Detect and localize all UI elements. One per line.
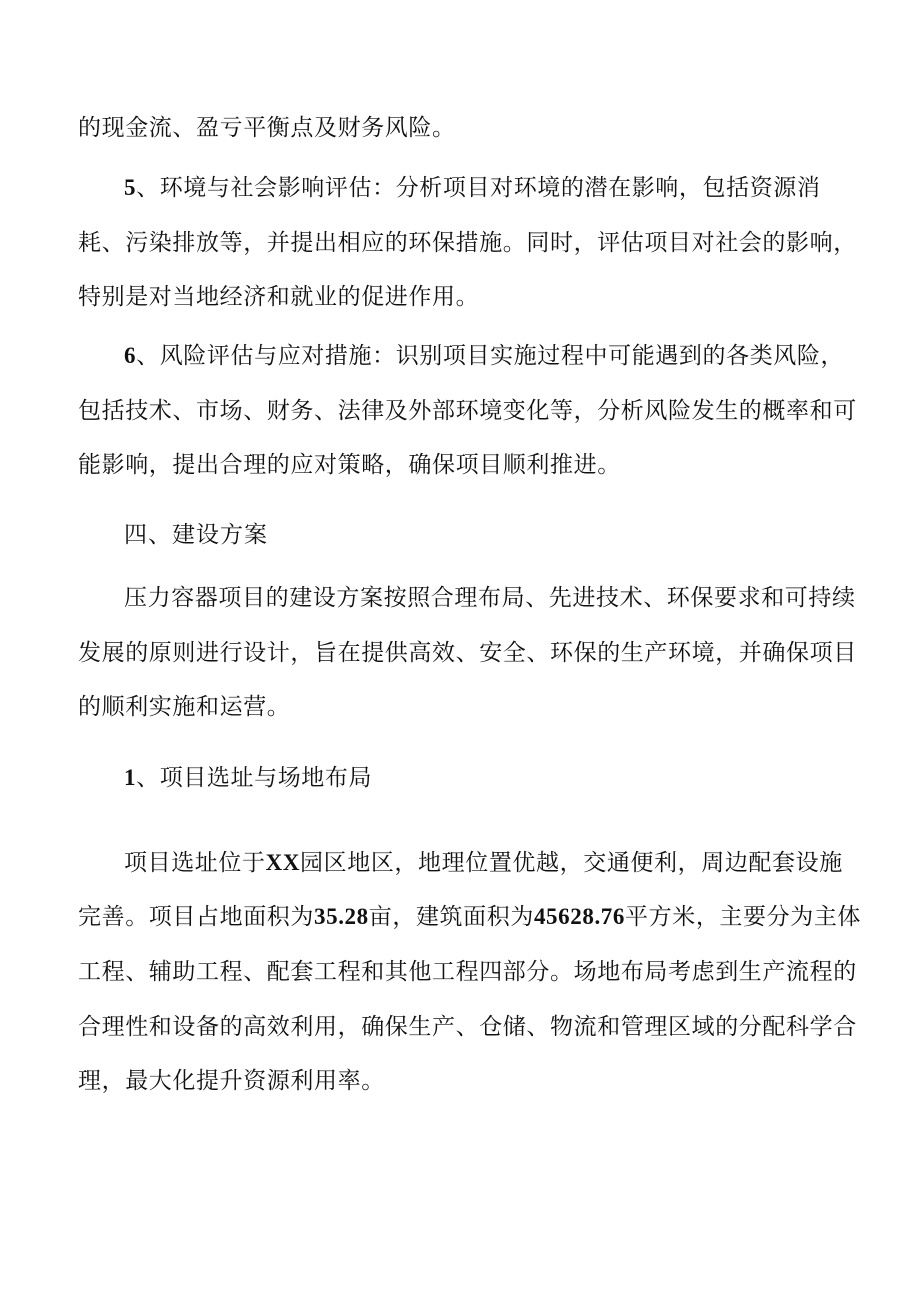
text-fragment: 、风险评估与应对措施：识别项目实施过程中可能遇到的各类风险， xyxy=(136,343,845,369)
text-fragment: 包括技术、市场、财务、法律及外部环境变化等，分析风险发生的概率和可 xyxy=(78,398,857,424)
text-fragment: 的现金流、盈亏平衡点及财务风险。 xyxy=(78,115,456,141)
site-line-5 xyxy=(78,1066,385,1096)
text-fragment: 合理性和设备的高效利用，确保生产、仓储、物流和管理区域的分配科学合 xyxy=(78,1014,857,1040)
text-fragment: 压力容器项目的建设方案按照合理布局、先进技术、环保要求和可持续 xyxy=(124,585,856,611)
item-6-line-3 xyxy=(78,450,621,480)
location-code: XX xyxy=(265,850,301,875)
text-fragment: 特别是对当地经济和就业的促进作用。 xyxy=(78,284,480,310)
intro-line-2 xyxy=(78,638,857,668)
item-number: 5 xyxy=(124,175,137,200)
item-number: 6 xyxy=(124,343,137,368)
site-line-2 xyxy=(78,902,861,932)
land-area-value: 35.28 xyxy=(314,904,369,929)
text-fragment: 亩，建筑面积为 xyxy=(368,904,534,930)
subsection-number: 1 xyxy=(124,765,137,790)
subsection-heading xyxy=(124,763,372,793)
site-line-4 xyxy=(78,1012,857,1042)
text-fragment: 园区地区，地理位置优越，交通便利，周边配套设施 xyxy=(300,850,843,876)
site-line-3 xyxy=(78,957,857,987)
text-fragment: 能影响，提出合理的应对策略，确保项目顺利推进。 xyxy=(78,452,621,478)
item-5-line-2 xyxy=(78,228,857,258)
building-area-value: 45628.76 xyxy=(533,904,626,929)
item-5-line-1 xyxy=(124,173,821,203)
text-fragment: 的顺利实施和运营。 xyxy=(78,694,291,720)
text-fragment: 理，最大化提升资源利用率。 xyxy=(78,1068,385,1094)
intro-line-1 xyxy=(124,583,856,613)
site-line-1 xyxy=(124,848,843,878)
text-fragment: 工程、辅助工程、配套工程和其他工程四部分。场地布局考虑到生产流程的 xyxy=(78,959,857,985)
item-6-line-2 xyxy=(78,396,857,426)
text-fragment: 发展的原则进行设计，旨在提供高效、安全、环保的生产环境，并确保项目 xyxy=(78,640,857,666)
text-fragment: 完善。项目占地面积为 xyxy=(78,904,314,930)
text-fragment: 、项目选址与场地布局 xyxy=(136,765,373,791)
text-fragment: 耗、污染排放等，并提出相应的环保措施。同时，评估项目对社会的影响， xyxy=(78,230,857,256)
text-fragment: 、环境与社会影响评估：分析项目对环境的潜在影响，包括资源消 xyxy=(136,175,821,201)
section-heading: 四、建设方案 xyxy=(124,522,268,548)
text-fragment: 平方米，主要分为主体 xyxy=(625,904,862,930)
item-6-line-1 xyxy=(124,341,844,371)
paragraph-line xyxy=(78,113,456,143)
text-fragment: 项目选址位于 xyxy=(124,850,266,876)
intro-line-3 xyxy=(78,692,290,722)
item-5-line-3 xyxy=(78,282,479,312)
